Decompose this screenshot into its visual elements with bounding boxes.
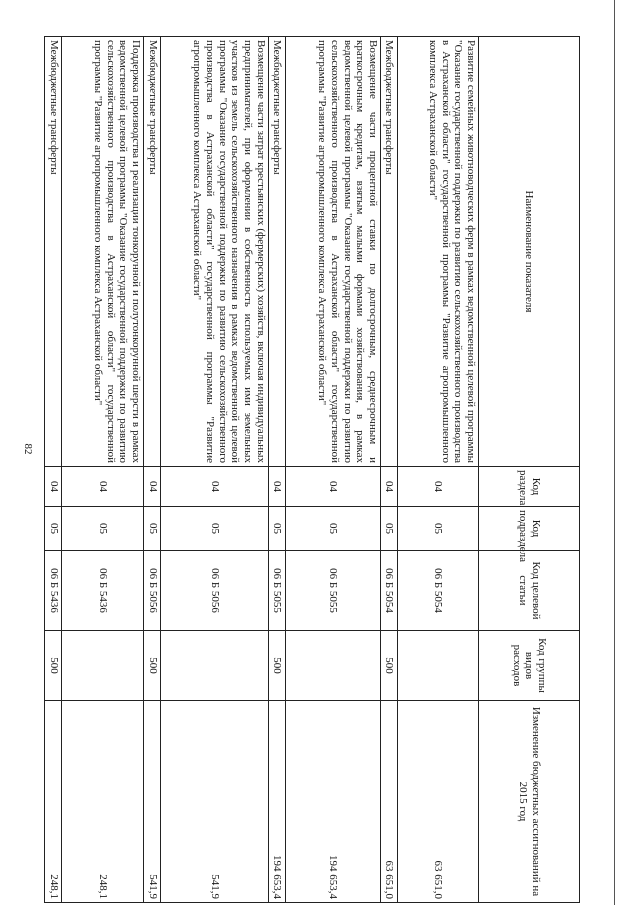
row-razdel: 04 <box>398 467 479 507</box>
page-number: 82 <box>22 443 34 455</box>
row-razdel: 04 <box>286 467 381 507</box>
row-name: Развитие семейных животноводческих ферм в рамках ведомственной целевой программы "Оказание государственной поддержки по развитию сельскохозяйственного производства в Астраханской области" государственной программы "Развитие агропромышленного комплекса Астраханской области" <box>398 37 479 467</box>
row-amount: 63 651,0 <box>398 701 479 903</box>
row-vid: 500 <box>144 631 161 701</box>
row-podrazdel: 05 <box>398 507 479 551</box>
row-tselevoy: 06 Б 5055 <box>268 551 285 631</box>
row-podrazdel: 05 <box>380 507 397 551</box>
row-tselevoy: 06 Б 5436 <box>62 551 144 631</box>
row-podrazdel: 05 <box>161 507 268 551</box>
header-name: Наименование показателя <box>479 37 580 467</box>
budget-table <box>44 36 580 903</box>
row-amount: 194 653,4 <box>268 701 285 903</box>
header-amount: Изменение бюджетных ассигнований на 2015 год <box>479 701 580 903</box>
row-tselevoy: 06 Б 5436 <box>45 551 62 631</box>
row-podrazdel: 05 <box>45 507 62 551</box>
table-row <box>268 37 285 903</box>
row-podrazdel: 05 <box>268 507 285 551</box>
table-row <box>286 37 381 903</box>
row-razdel: 04 <box>380 467 397 507</box>
row-razdel: 04 <box>144 467 161 507</box>
row-tselevoy: 06 Б 5055 <box>286 551 381 631</box>
table-row <box>62 37 144 903</box>
row-amount: 248,1 <box>45 701 62 903</box>
header-row <box>479 37 580 903</box>
row-vid <box>161 631 268 701</box>
row-razdel: 04 <box>45 467 62 507</box>
row-amount: 541,9 <box>161 701 268 903</box>
row-name: Межбюджетные трансферты <box>144 37 161 467</box>
row-name: Возмещение части процентной ставки по долгосрочным, среднесрочным и краткосрочным кредитам, взятым малыми формами хозяйствования, в рамках ведомственной целевой программы "Оказание государственной поддержки по развитию сельскохозяйственного производства в Астраханской области" государственной программы "Развитие агропромышленного комплекса Астраханской области" <box>286 37 381 467</box>
table-row <box>398 37 479 903</box>
table-row <box>45 37 62 903</box>
row-vid <box>62 631 144 701</box>
row-vid: 500 <box>45 631 62 701</box>
row-vid <box>398 631 479 701</box>
header-vid: Код группы видов расходов <box>479 631 580 701</box>
header-tselevoy: Код целевой статьи <box>479 551 580 631</box>
budget-sheet <box>44 36 580 902</box>
row-podrazdel: 05 <box>62 507 144 551</box>
row-name: Межбюджетные трансферты <box>380 37 397 467</box>
row-razdel: 04 <box>161 467 268 507</box>
row-name: Межбюджетные трансферты <box>45 37 62 467</box>
rotated-table-frame <box>44 36 580 902</box>
row-razdel: 04 <box>268 467 285 507</box>
header-podrazdel: Код подраздела <box>479 507 580 551</box>
row-vid <box>286 631 381 701</box>
row-name: Поддержка производства и реализации тонкорунной и полутонкорунной шерсти в рамках ведомственной целевой программы "Оказание государственной поддержки по развитию сельскохозяйственного производства в Астраханской области" государственной программы "Развитие агропромышленного комплекса Астраханской области" <box>62 37 144 467</box>
row-tselevoy: 06 Б 5056 <box>161 551 268 631</box>
scan-edge-line <box>614 0 615 905</box>
row-name: Возмещение части затрат крестьянских (фермерских) хозяйств, включая индивидуальных предпринимателей, при оформлении в собственность используемых ими земельных участков из земель сельскохозяйственного назначения в рамках ведомственной целевой программы "Оказание государственной поддержки по развитию сельскохозяйственного производства в Астраханской области" государственной программы "Развитие агропромышленного комплекса Астраханской области" <box>161 37 268 467</box>
row-vid: 500 <box>380 631 397 701</box>
row-podrazdel: 05 <box>286 507 381 551</box>
table-row <box>380 37 397 903</box>
table-row <box>144 37 161 903</box>
row-amount: 194 653,4 <box>286 701 381 903</box>
table-row <box>161 37 268 903</box>
row-podrazdel: 05 <box>144 507 161 551</box>
row-tselevoy: 06 Б 5056 <box>144 551 161 631</box>
row-razdel: 04 <box>62 467 144 507</box>
row-vid: 500 <box>268 631 285 701</box>
header-razdel: Код раздела <box>479 467 580 507</box>
row-amount: 63 651,0 <box>380 701 397 903</box>
row-amount: 248,1 <box>62 701 144 903</box>
row-name: Межбюджетные трансферты <box>268 37 285 467</box>
row-amount: 541,9 <box>144 701 161 903</box>
row-tselevoy: 06 Б 5054 <box>380 551 397 631</box>
row-tselevoy: 06 Б 5054 <box>398 551 479 631</box>
